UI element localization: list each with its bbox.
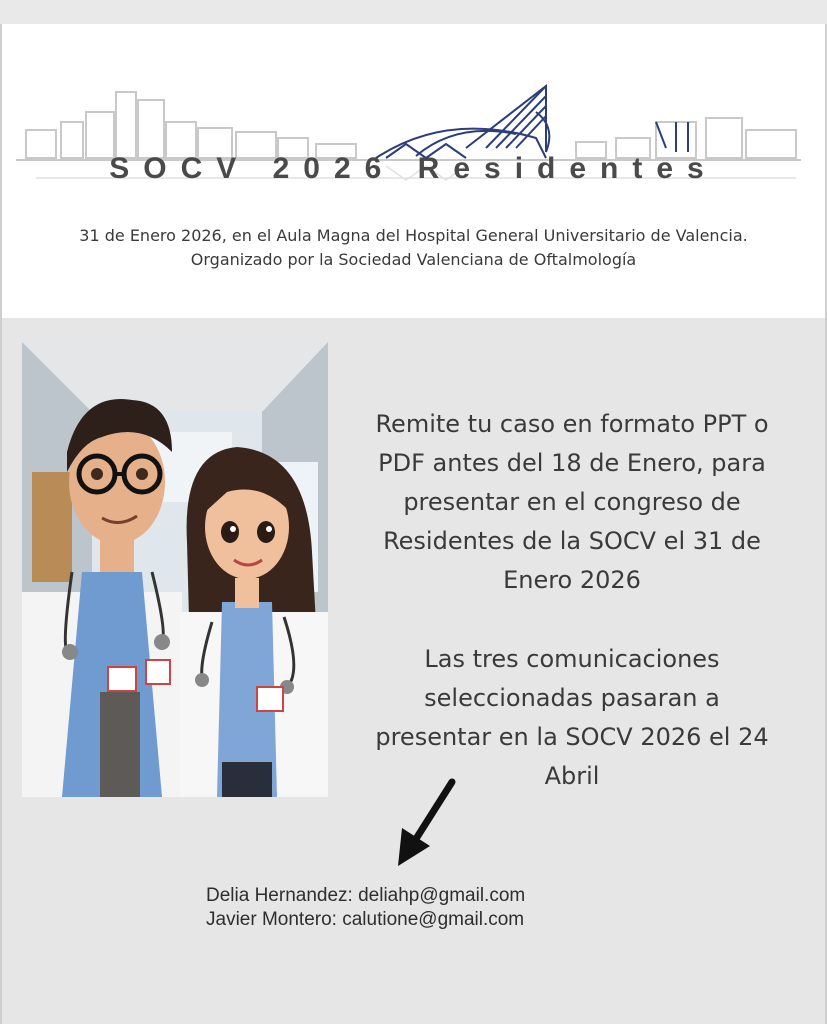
event-details — [2, 224, 825, 272]
contact-delia[interactable]: Delia Hernandez: deliahp@gmail.com — [206, 885, 526, 906]
message-line: presentar en la SOCV 2026 el 24 — [375, 723, 769, 751]
spacer — [358, 600, 786, 640]
message-line: Enero 2026 — [503, 566, 641, 594]
header-banner — [2, 24, 825, 318]
message-line: Las tres comunicaciones — [424, 645, 720, 673]
contacts-block — [206, 884, 525, 932]
contact-javier[interactable]: Javier Montero: calutione@gmail.com — [206, 909, 525, 930]
page-title: SOCV 2026 Residentes — [109, 152, 718, 185]
event-organizer: Organizado por la Sociedad Valenciana de Oftalmología — [190, 250, 637, 269]
message-line: Remite tu caso en formato PPT o — [375, 410, 769, 438]
event-date-location: 31 de Enero 2026, en el Aula Magna del Hospital General Universitario de Valencia. — [79, 226, 748, 245]
message-line: presentar en el congreso de — [403, 488, 741, 516]
message-line: PDF antes del 18 de Enero, para — [378, 449, 766, 477]
message-line: seleccionadas pasaran a — [424, 684, 720, 712]
message-line: Abril — [544, 762, 600, 790]
message-line: Residentes de la SOCV el 31 de — [383, 527, 761, 555]
arrow-down-left-icon — [392, 776, 462, 870]
call-for-cases-message — [358, 405, 786, 796]
doctors-illustration-icon — [22, 342, 328, 797]
top-strip — [0, 0, 827, 24]
